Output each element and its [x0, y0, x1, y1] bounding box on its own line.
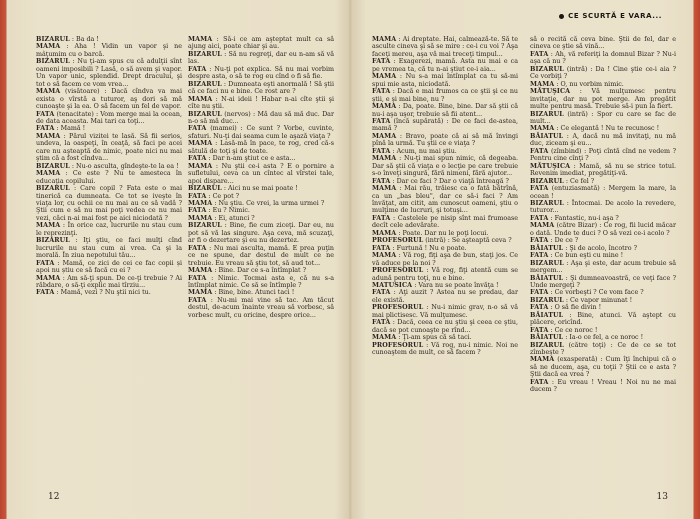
speaker-name: BIZARUL — [530, 296, 564, 304]
speaker-name: FATA — [372, 289, 391, 297]
dialogue-line: FATA : De ce ? — [530, 237, 579, 245]
speaker-name: MAMA — [372, 36, 397, 43]
page-number-right: 13 — [656, 492, 668, 502]
dialogue-line: BIZARUL (intră) : Da ! Cine ştie ce-i aia ? Ce vorbiţi ? — [530, 65, 676, 81]
speaker-name: BĂIATUL — [530, 274, 564, 282]
speaker-name: MAMA — [530, 80, 555, 88]
speaker-name: MAMA — [372, 229, 397, 237]
speaker-name: BIZARUL — [36, 237, 70, 245]
dialogue-line: MAMA : Aha ! Vidin un vapor şi ne mâţumim cu o barcă. — [36, 43, 182, 58]
speaker-name: BIZARUL — [530, 259, 564, 267]
speaker-name: BIZARUL — [188, 110, 222, 118]
speaker-name: BIZARUL — [36, 162, 70, 170]
dialogue-line: FATA (tenacitate) : Vom merge mai la ocean, de data aceasta. Mai tari ca toţi... — [36, 110, 182, 125]
left-page-text — [36, 36, 334, 319]
dialogue-line: BIZARUL : Nu-o asculta, gîndeşte-te la ea ! — [36, 162, 179, 170]
dialogue-line: FATA : Exagerezi, mamă. Asta nu mai e ca pe vremea ta, că tu n-ai ştiut ce-i aia... — [372, 58, 518, 73]
speaker-name: BIZARUL — [530, 177, 564, 185]
speaker-name: MAMA — [372, 73, 397, 81]
speaker-name: BIZARUL — [36, 185, 70, 193]
dialogue-line: FATA : Aţi auzit ? Astea nu se predau, dar ele există. — [372, 289, 518, 304]
speaker-name: FATA — [530, 237, 549, 245]
speaker-name: MAMA — [36, 88, 61, 96]
dialogue-line: PROFESORUL : Nu-i nimic grav, n-o să vă mai plictisesc. Vă mulţumesc. — [372, 304, 518, 319]
dialogue-line: MATUSICA : Vara nu se poate învăţa ! — [372, 281, 499, 289]
dialogue-line: BIZARUL : Bine, fie cum ziceţi. Dar eu, nu pot să vă las singure. Aşa ceva, mă scuzaţi, ar fi o dezertare şi eu nu dezertez. — [188, 222, 334, 245]
dialogue-line: FATA : Eu ? Nimic. — [188, 207, 250, 215]
left-page-column-1 — [36, 36, 182, 319]
speaker-name: FATA — [188, 207, 207, 215]
dialogue-line: MAMA : N-ai ideii ! Habar n-ai cîte ştii şi cîte nu ştii. — [188, 95, 334, 111]
running-header-title: CE SCURTĂ E VARA... — [568, 12, 662, 20]
speaker-name: MAMA — [188, 36, 213, 43]
dialogue-line: MAMA : Nu-ţi mai spun nimic, că degeaba. Dar să ştii că viaţa e o lecţie pe care trebuie s-o înveţi singură, fără nimeni, fără ajutor... — [372, 155, 518, 178]
dialogue-line: FATA (entuziasmată) : Mergem la mare, la ocean ! — [530, 185, 676, 200]
dialogue-line: FATA : Mamă, ce zici de cei ce fac copii și apoi nu știu ce să facă cu ei ? — [36, 259, 182, 275]
speaker-name: PROFESORUL — [372, 304, 424, 312]
speaker-name: BIZARUL — [188, 222, 222, 230]
speaker-name: MAMA — [372, 185, 397, 193]
speaker-name: FATA — [372, 177, 391, 185]
dialogue-line: FATA (zîmbind) : Poţi cîntă cînd ne vedem ? Pentru cine cînţi ? — [530, 147, 676, 163]
speaker-name: MAMA — [36, 43, 61, 51]
dialogue-line: FATA : Dar n-am ştiut ce e asta... — [188, 155, 296, 163]
speaker-name: FATA — [530, 304, 549, 312]
right-page-column-2 — [530, 36, 676, 394]
dialogue-line: BĂIATUL : Şi dumneavoastră, ce veţi face ? Unde mergeţi ? — [530, 274, 676, 289]
dialogue-line: FATA : Nu-ţi pot explica. Să nu mai vorbim despre asta, o să te rog eu cînd o fi să fie. — [188, 65, 334, 81]
dialogue-line: MAMA : Bine. Dar ce s-a întîmplat ? — [188, 267, 307, 275]
dialogue-line: BIZARUL : Ce fel ? — [530, 177, 595, 185]
dialogue-line: FATA : Mamă, vezi ? Nu ştii nici tu. — [36, 289, 151, 297]
speaker-name: BIZARUL — [530, 110, 564, 118]
speaker-name: MAMA — [530, 356, 555, 364]
dialogue-line: să o recită că ceva bine. Ştii de fel, dar e cineva ce ştie să vină... — [530, 36, 676, 51]
speaker-name: MAMA — [36, 132, 61, 140]
dialogue-line: FATA : O să fie divin ! — [530, 304, 602, 312]
speaker-name: FATA — [530, 147, 549, 155]
dialogue-line: BIZARUL (intră) : Spor cu care se fac de mult... — [530, 110, 676, 125]
speaker-name: MĂTUŞICA — [530, 88, 571, 96]
speaker-name: MATUSICA — [372, 281, 413, 289]
dialogue-line: FATA (mamei) : Ce sunt ? Vorbe, cuvinte, sfaturi. Nu-ţi dai seama cum le aşază viaţa ? — [188, 125, 334, 140]
speaker-name: MAMA — [372, 252, 397, 260]
dialogue-line: MAMA : Nu ştiu. Ce vrei, la urma urmei ? — [188, 199, 325, 207]
page-number-left: 12 — [48, 492, 60, 502]
right-page-column-1 — [372, 36, 518, 394]
speaker-name: BIZARUL — [36, 36, 70, 43]
dialogue-line: MAMA : Ei, atunci ? — [188, 214, 255, 222]
dialogue-line: BIZARUL : Ce vapor minunat ! — [530, 296, 633, 304]
dialogue-line: FATA : Dar ce faci ? Dar o viaţă întreagă ? — [372, 177, 509, 185]
dialogue-line: BIZARUL : Nu ţi-am spus cu că adulţii sînt oameni imposibili ? Lasă, o să avem şi vapor. Un vapor unic, splendid. Drept dracului, şi tot o să facem ce vom vrea... — [36, 58, 182, 88]
dialogue-line: BIZARUL : Dumneata eşti anormală ! Să ştii că ce faci nu e bine. Ce rost are ? — [188, 80, 334, 96]
dialogue-line: FATA : Nu mai asculta, mamă. E prea puţin ce ne spune, dar destul de mult ce ne trebuie. Eu vreau să ştiu tot, să aud tot... — [188, 244, 334, 267]
dialogue-line: MAMA : Mai rău, trăiesc ca o fată bătrînă, ca un „bas bleu", dar ce să-i faci ? Am învăţat, am citit, am cunoscut oameni, ştiu o mulţime de lucruri, şi totuşi... — [372, 185, 518, 215]
speaker-name: FATA — [372, 88, 391, 96]
dialogue-line: PROFESORUL (intră) : Se aşteaptă ceva ? — [372, 237, 512, 245]
dialogue-line: BĂIATUL : A, dacă nu mă invitaţi, nu mă duc, ziceam şi eu... — [530, 132, 676, 148]
speaker-name: MĂTUŞICA — [530, 162, 571, 170]
speaker-name: BIZARUL — [188, 80, 222, 88]
dialogue-line: BIZARUL (către toţi) : Ce de ce se tot zîmbeşte ? — [530, 341, 676, 357]
dialogue-line: BIZARUL : Care copil ? Fata este o mai tinerică ca dumneata. Ce tot se iveşte în viaţa lor, cu ochii ce nu mai au ce să vadă ? Ştii cum e să nu mai poţi vedea ce nu mai vezi, căci n-ai mai fost pe aici niciodată ? — [36, 185, 182, 222]
dialogue-line: FATA (încă supărată) : De ce faci de-astea, mamă ? — [372, 117, 518, 133]
speaker-name: FATA — [530, 326, 549, 334]
speaker-name: PROFESORUL — [372, 341, 424, 349]
speaker-name: FATA — [530, 185, 549, 193]
dialogue-line: FATA : Dacă, ceea ce nu ştiu şi ceea ce ştiu, dacă se pot cunoaşte pe rînd... — [372, 319, 518, 334]
speaker-name: FATA — [530, 378, 549, 386]
dialogue-line: FATA : Castelele pe nisip sînt mai frumoase decît cele adevărate. — [372, 214, 518, 230]
dialogue-line: MAMA : Bravo, poate că ai să mă învingi pînă la urmă. Tu ştii ce e viaţa ? — [372, 132, 518, 148]
dialogue-line: MĂTUŞICA : Mamă, să nu se strice totul. Revenim imediat, pregătiţi-vă. — [530, 162, 676, 178]
dialogue-line: FATA : Nu-mi mai vine să tac. Am tăcut destul, de-acum înainte vreau să vorbesc, să vorbesc mult, cu oricine, despre orice... — [188, 296, 334, 319]
dialogue-line: BĂIATUL : Ia-o ce fel, a ce noroc ! — [530, 334, 644, 342]
dialogue-line: MAMA : Ai dreptate. Hai, calmează-te. Să te asculte cineva şi să se mire : ce-i cu voi ? Aşa faceţi mereu, aşa vă mai treceţi timpul... — [372, 36, 518, 58]
speaker-name: BIZARUL — [36, 58, 70, 66]
dialogue-line: MAMA : Poate. Dar nu le poţi locui. — [372, 229, 489, 237]
dialogue-line: MAMA (visătoare) : Dacă cîndva va mai exista o vîrstă a tuturor, aş dori să mă cunoaşte şi la ea. O să facem un fel de vapor. — [36, 88, 182, 111]
speaker-name: BĂIATUL — [530, 244, 564, 252]
dialogue-line: FATA : Ce bun eşti cu mine ! — [530, 252, 624, 260]
dialogue-line: FATA : Ah, vă referiţi la domnul Bizar ? Nu-i aşa că nu ? — [530, 50, 676, 66]
speaker-name: FATA — [530, 50, 549, 58]
dialogue-line: MAMA : Ce elegantă ! Nu te recunosc ! — [530, 125, 660, 133]
dialogue-line: MAMA : O, nu vorbim nimic. — [530, 80, 624, 88]
speaker-name: FATA — [372, 214, 391, 222]
speaker-name: BĂIATUL — [530, 334, 564, 342]
speaker-name: MAMA — [188, 162, 213, 170]
speaker-name: MAMA — [188, 289, 213, 297]
speaker-name: MAMA — [188, 267, 213, 275]
dialogue-line: FATA : Ce ce noroc ! — [530, 326, 598, 334]
speaker-name: MAMA — [530, 125, 555, 133]
right-page — [358, 0, 688, 519]
speaker-name: BĂIATUL — [530, 311, 564, 319]
speaker-name: FATA — [372, 147, 391, 155]
speaker-name: MAMA — [36, 222, 61, 230]
dialogue-line: MAMA : Da, poate. Bine, bine. Dar să ştii că nu-i aşa uşor, trebuie să fii atent... — [372, 103, 518, 118]
dialogue-line: PROFESORUL : Vă rog, fiţi atentă cum se adună pentru toţi, nu e bine. — [372, 267, 518, 282]
dialogue-line: MAMA (către Bizar) : Ce rog, fii lucid măcar o dată. Unde te duci ? O să vezi ce-i acolo ? — [530, 222, 676, 237]
speaker-name: FATA — [188, 296, 207, 304]
dialogue-line: BĂIATUL : Bine, atunci. Vă aştept cu plăcere, oricînd. — [530, 311, 676, 327]
dialogue-line: MAMA : Am să-ţi spun. De ce-ţi trebuie ? Ai răbdare, o să-ţi explic mai tîrziu... — [36, 274, 182, 289]
speaker-name: FATA — [372, 58, 391, 66]
dialogue-line: MAMA : Bine, bine. Atunci taci ! — [188, 289, 295, 297]
speaker-name: MAMA — [188, 140, 213, 148]
speaker-name: PROFESORUL — [372, 237, 424, 245]
speaker-name: BIZARUL — [530, 65, 564, 73]
speaker-name: BIZARUL — [530, 199, 564, 207]
dialogue-line: MAMA : În orice caz, lucrurile nu stau cum le reprezinţi. — [36, 222, 182, 237]
speaker-name: MAMA — [372, 103, 397, 111]
speaker-name: FATA — [530, 289, 549, 297]
speaker-name: FATA — [188, 155, 207, 163]
dialogue-line: BIZARUL : Aici nu se mai poate ! — [188, 185, 298, 193]
dialogue-line: BIZARUL (nervos) : Mă dau să mă duc. Dar n-o să mă duc... — [188, 110, 334, 125]
speaker-name: BIZARUL — [530, 341, 564, 349]
speaker-name: FATA — [36, 125, 55, 133]
speaker-name: BIZARUL — [188, 50, 222, 58]
dialogue-line: MAMA : Vă rog, fiţi aşa de bun, staţi jos. Ce vă aduce pe la noi ? — [372, 252, 518, 267]
dialogue-line: FATA : Ce vorbeşti ? Ce vom face ? — [530, 289, 644, 297]
speaker-name: FATA — [36, 259, 55, 267]
dialogue-line: BIZARUL : Iţi ştiu, ce faci mulţi cînd lucrurile nu stau cum ai vrea. Ca şi la morală. În ziua nepotului tău... — [36, 237, 182, 260]
speaker-name: MAMA — [530, 222, 555, 230]
left-page — [12, 0, 342, 519]
speaker-name: FATA — [188, 125, 207, 133]
dialogue-line: BIZARUL : Să nu regreţi, dar eu n-am să vă las. — [188, 50, 334, 66]
dialogue-line: MAMA : Nu s-a mai întîmplat ca tu să-mi spui mie asta, niciodată. — [372, 73, 518, 88]
dialogue-line: BIZARUL : Întocmai. De acolo la revedere, tuturor... — [530, 199, 676, 215]
speaker-name: MAMA — [36, 170, 61, 178]
speaker-name: MAMA — [36, 274, 61, 282]
dialogue-line: MAMA : Nu ştii ce-i asta ? E o pornire a sufletului, ceva ca un cîntec al vîrstei tale, apoi dispare... — [188, 162, 334, 185]
dialogue-line: MAMA : Ţi-am spus că să taci. — [372, 334, 472, 342]
speaker-name: FATA — [372, 244, 391, 252]
dialogue-line: FATA : Ce pot ? — [188, 192, 240, 200]
dialogue-line: FATA : Dacă e mai frumos ca ce ştii şi ce nu ştii, e şi mai bine, nu ? — [372, 88, 518, 103]
speaker-name: FATA — [188, 244, 207, 252]
dialogue-line: MAMA (exasperată) : Cum îţi închipui că o să ne ducem, aşa, cu toţii ? Ştii ce e asta ? Ştii dacă ea vrea ? — [530, 356, 676, 379]
left-page-column-2 — [188, 36, 334, 319]
speaker-name: MAMA — [372, 334, 397, 342]
dialogue-line: BĂIATUL : Şi de acolo, încotro ? — [530, 244, 637, 252]
dialogue-line: MAMA : Lasă-mă în pace, te rog, cred că-s sătulă de toţi şi de toate. — [188, 140, 334, 155]
speaker-name: BIZARUL — [188, 185, 222, 193]
speaker-name: MAMA — [188, 95, 213, 103]
running-header — [559, 12, 662, 20]
dialogue-line: MAMA : Părul vizitei te lasă. Să fii serios, undeva, la oaspeţi, în ceaţă, să faci pe acei care nu aşteaptă de nimic, poate nici nu mai ştim că a fost cîndva... — [36, 132, 182, 163]
speaker-name: PROFESORUL — [372, 267, 424, 275]
speaker-name: FATA — [36, 110, 55, 118]
speaker-name: FATA — [530, 214, 549, 222]
speaker-name: FATA — [188, 65, 207, 73]
dialogue-line: FATA : Mamă ! — [36, 125, 86, 133]
dialogue-line: FATA : Fantastic, nu-i aşa ? — [530, 214, 619, 222]
speaker-name: FATA — [188, 274, 207, 282]
speaker-name: FATA — [372, 319, 391, 327]
dialogue-line: MĂTUŞICA : Vă mulţumesc pentru invitaţie, dar nu pot merge. Am pregătit multe pentru masă. Trebuie să-i pun la fiert. — [530, 88, 676, 111]
dialogue-line: FATA : Furtună ! Nu e poate. — [372, 244, 467, 252]
right-page-text — [372, 36, 676, 394]
dialogue-line: FATA : Nimic. Tocmai asta e, că nu s-a întîmplat nimic. Ce să se întîmple ? — [188, 274, 334, 289]
dialogue-line: MAMA : Să-i ce am aşteptat mult ca să ajung aici, poate chiar şi au. — [188, 36, 334, 51]
bullet-icon — [559, 14, 564, 19]
speaker-name: FATA — [530, 252, 549, 260]
speaker-name: MAMA — [372, 155, 397, 163]
dialogue-line: BIZARUL : Aşa şi este, dar acum trebuie să mergem... — [530, 259, 676, 275]
speaker-name: MAMA — [188, 214, 213, 222]
speaker-name: MAMA — [372, 132, 397, 140]
dialogue-line: PROFESORUL : Vă rog, nu-i nimic. Noi ne cunoaştem de mult, ce să facem ? — [372, 341, 518, 357]
dialogue-line: FATA : Acum, nu mai ştiu. — [372, 147, 457, 155]
speaker-name: MAMA — [188, 199, 213, 207]
dialogue-line: MAMA : Ce este ? Nu te amesteca în educaţia copilului. — [36, 170, 182, 185]
speaker-name: FATA — [372, 117, 391, 125]
speaker-name: BĂIATUL — [530, 132, 564, 140]
speaker-name: FATA — [36, 289, 55, 297]
speaker-name: FATA — [188, 192, 207, 200]
dialogue-line: BIZARUL : Ba da ! — [36, 36, 99, 43]
dialogue-line: FATA : Eu vreau ! Vreau ! Noi nu ne mai ducem ? — [530, 378, 676, 394]
